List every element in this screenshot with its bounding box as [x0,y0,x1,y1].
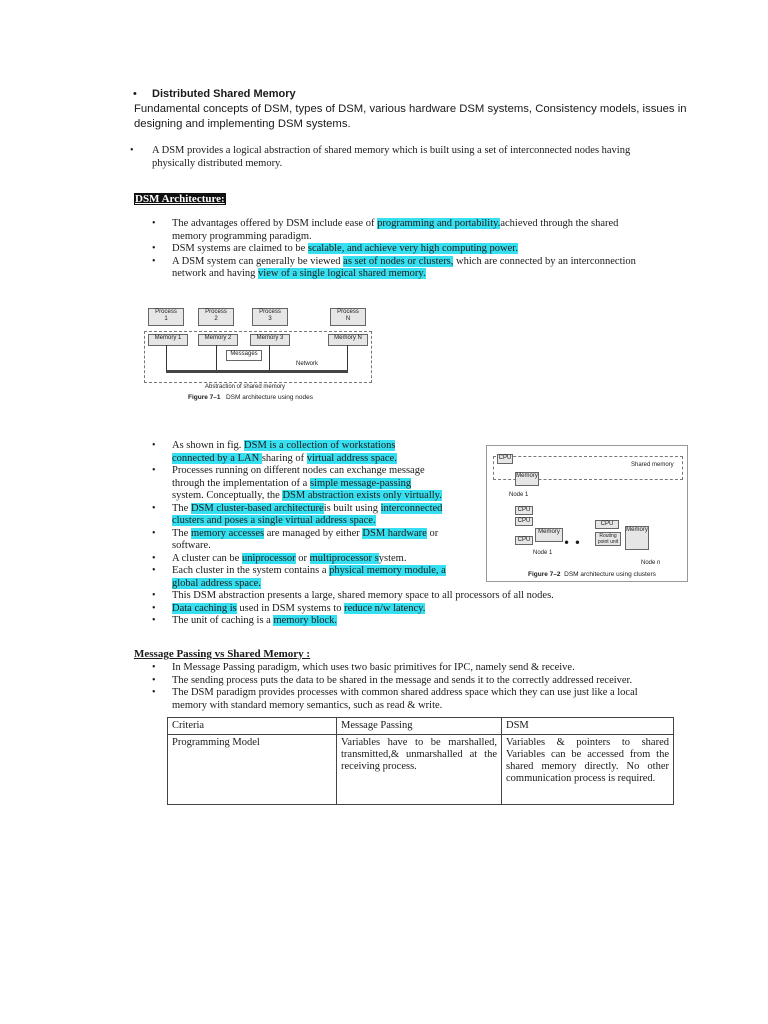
text: which are connected by an interconnection [453,255,636,267]
text: The sending process puts the data to be shared in the message and sends it to the correctly addressed receiver. [172,674,633,686]
node-label: Node 1 [533,550,553,556]
text: memory with standard memory semantics, such as read & write. [172,699,443,711]
text: used in DSM systems to [236,602,345,614]
figure-dsm-nodes [130,300,380,410]
bullet-dot: • [152,552,156,564]
text: achieved through the shared [500,218,619,229]
highlight: memory block. [273,615,338,626]
text: The advantages offered by DSM include ease of [172,218,378,229]
list-item [152,615,712,628]
memory-box: Memory [515,472,539,486]
memory-box: Memory 1 [148,334,188,346]
text: through the implementation of a [172,477,310,489]
highlight: DSM hardware [362,527,427,539]
text: A cluster can be [172,552,242,564]
list-item [152,465,712,478]
list-item [152,218,707,243]
list-item [152,528,712,541]
cpu-box: CPU [515,517,533,526]
text: The [172,502,191,514]
network-label: Network [296,361,319,367]
list-item [152,440,712,453]
highlight: virtual address space. [306,452,397,464]
comparison-table [167,717,674,805]
bullet-dot: • [152,502,156,514]
text: The DSM paradigm provides processes with common shared address space which they can use just like a local [172,687,638,698]
text-line: A DSM provides a logical abstraction of shared memory which is built using a set of interconnected nodes having [152,145,631,156]
text: DSM systems are claimed to be [172,243,308,254]
connector [166,345,167,370]
highlight: physical memory module, a [329,565,446,576]
bullet-dot: • [152,565,156,576]
text: memory programming paradigm. [172,230,312,242]
caption-number: Figure 7–1 [188,394,221,401]
highlight: simple message-passing [309,477,412,489]
bullet-dot: • [152,615,156,626]
cpu-box: CPU [515,536,533,545]
text: or [295,552,310,564]
caption-text: DSM architecture using nodes [225,394,314,401]
highlight: uniprocessor [241,552,296,564]
node-label: Node 1 [509,492,529,498]
highlight: scalable, and achieve very high computing power. [307,243,518,254]
table-cell: Variables & pointers to shared Variables can be accessed from the shared memory directly. No other communication process is required. [502,735,674,805]
figure-caption [188,394,313,401]
list-item [152,243,707,256]
caption-number: Figure 7–2 [528,571,561,578]
table-header-row [168,718,674,735]
connector [269,345,270,370]
highlight: programming and portability. [377,218,501,229]
routing-box: Routing point unit [595,532,621,546]
memory-box: Memory [535,528,563,542]
section-title: Distributed Shared Memory [152,88,296,100]
list-item-cont [152,490,712,503]
text: or [426,527,439,539]
intro-line: designing and implementing DSM systems. [134,118,351,130]
bullet-dot: • [133,88,137,100]
mp-heading: Message Passing vs Shared Memory : [134,648,311,660]
mp-list [152,662,712,712]
ellipsis-dots: • • [563,536,581,550]
bullet-dot: • [152,243,156,254]
cpu-box: CPU [497,454,513,464]
bullet-dot: • [152,440,156,451]
shared-memory-label: Shared memory [631,462,674,468]
text: sharing of [261,452,307,464]
intro-bullet-text [152,145,707,170]
process-box: Process 2 [198,308,234,326]
list-item-cont [152,578,712,591]
text: ystem. [378,552,407,564]
connector [216,345,217,370]
table-header: Message Passing [337,718,502,735]
list-item-cont [152,453,712,466]
text: In Message Passing paradigm, which uses two basic primitives for IPC, namely send & receive. [172,662,575,673]
node-label: Node n [641,560,661,566]
text: Each cluster in the system contains a [172,565,330,576]
text: system. Conceptually, the [172,490,283,501]
text: This DSM abstraction presents a large, shared memory space to all processors of all nodes. [172,590,554,601]
table-cell: Variables have to be marshalled, transmitted,& unmarshalled at the receiving process. [337,735,502,805]
text-line: physically distributed memory. [152,157,283,169]
list-item [152,662,712,675]
intro-text [134,102,687,132]
memory-box: Memory 2 [198,334,238,346]
text: are managed by either [264,527,363,539]
highlight: Data caching is [172,602,237,614]
cpu-box: CPU [595,520,619,529]
highlight: global address space. [172,577,261,589]
text: network and having [172,268,259,279]
highlight: DSM cluster-based architecture [190,502,324,514]
bullet-dot: • [152,674,156,686]
bullet-dot: • [152,687,156,698]
list-item [152,553,712,566]
highlight: reduce n/w latency. [344,602,426,614]
process-box: Process 3 [252,308,288,326]
highlight: clusters and poses a single virtual address space. [172,515,376,526]
bullet-dot: • [152,662,156,673]
highlight: interconnected [380,502,443,514]
list-item-cont [152,540,712,553]
highlight: DSM abstraction exists only virtually. [282,490,442,501]
process-box: Process 1 [148,308,184,326]
abstraction-label: Abstraction of shared memory [205,384,286,390]
network-bus [166,370,348,373]
text: software. [172,540,211,551]
connector [347,345,348,370]
list-item-cont [152,478,712,491]
process-box: Process N [330,308,366,326]
cpu-box: CPU [515,506,533,515]
bullet-dot: • [152,590,156,601]
memory-box: Memory 3 [250,334,290,346]
text: The [172,527,191,539]
highlight: view of a single logical shared memory. [258,268,426,279]
text: The unit of caching is a [172,615,274,626]
bullet-dot: • [152,527,156,539]
arch-list [152,218,707,281]
text: A DSM system can generally be viewed [172,255,344,267]
list-item [152,565,712,578]
cluster-list [152,440,712,628]
caption-text: DSM architecture using clusters [564,571,656,578]
table-header: Criteria [168,718,337,735]
list-item [152,687,712,712]
bullet-dot: • [152,465,156,476]
text: As shown in fig. [172,440,245,451]
messages-box: Messages [226,350,262,361]
list-item-cont [152,515,712,528]
bullet-dot: • [152,218,156,229]
dsm-architecture-heading: DSM Architecture: [135,193,225,205]
table-row [168,735,674,805]
list-item [152,256,707,281]
highlight: DSM is a collection of workstations [244,440,396,451]
table-header: DSM [502,718,674,735]
table-cell: Programming Model [168,735,337,805]
list-item [152,675,712,688]
text: is built using [323,502,381,514]
list-item [152,603,712,616]
memory-box: Memory [625,526,649,550]
text: Processes running on different nodes can exchange message [172,465,425,476]
highlight: connected by a LAN [172,452,262,464]
list-item [152,503,712,516]
bullet-dot: • [152,255,156,267]
highlight: as set of nodes or clusters, [343,255,454,267]
highlight: memory accesses [190,527,265,539]
list-item [152,590,712,603]
intro-line: Fundamental concepts of DSM, types of DSM, various hardware DSM systems, Consistency models, issues in [134,103,687,115]
bullet-dot: • [130,145,134,156]
memory-box: Memory N [328,334,368,346]
bullet-dot: • [152,602,156,614]
highlight: multiprocessor s [309,552,379,564]
